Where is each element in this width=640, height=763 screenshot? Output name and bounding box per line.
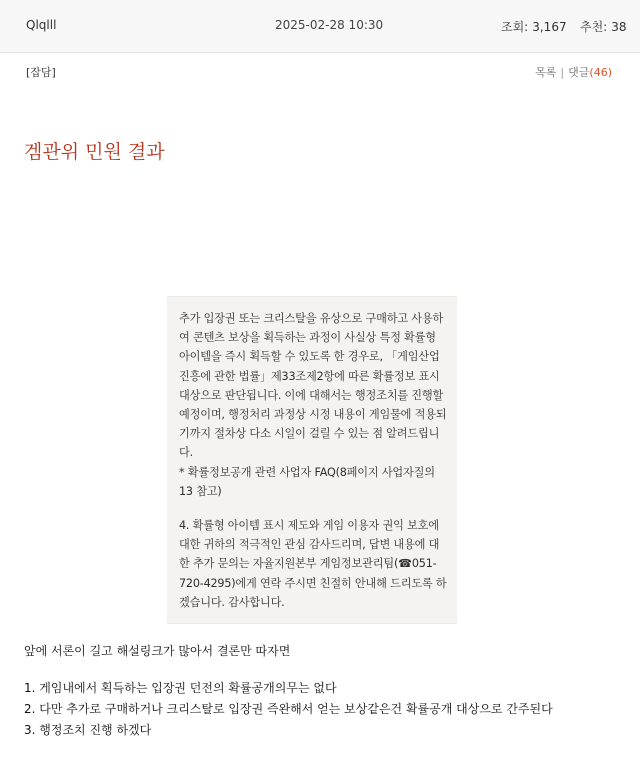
- list-link[interactable]: 목록: [535, 66, 557, 79]
- view-count: [501, 18, 567, 35]
- quote-paragraph-2: 4. 확률형 아이템 표시 제도와 게임 이용자 권익 보호에 대한 귀하의 적극적인 관심 감사드리며, 답변 내용에 대한 추가 문의는 자율지원본부 게임정보관리팀(☎051-720-4295)에게 연락 주시면 친절히 안내해 드리도록 하겠습니다. 감사합니다.: [179, 519, 447, 609]
- list-item: 3. 행정조치 진행 하겠다: [24, 723, 152, 737]
- comments-count[interactable]: (46): [589, 66, 612, 79]
- list-item: 1. 게임내에서 획득하는 입장권 던전의 확률공개의무는 없다: [24, 681, 337, 695]
- recommend-count: [580, 18, 627, 35]
- quote-paragraph-1: 추가 입장권 또는 크리스탈을 유상으로 구매하고 사용하여 콘텐츠 보상을 획득하는 과정이 사실상 특정 확률형 아이템을 즉시 획득할 수 있도록 한 경우로, 「게임산업진흥에 관한 법률」제33조제2항에 따른 확률정보 표시 대상으로 판단됩니다. 이에 대해서는 행정조치를 진행할 예정이며, 행정처리 과정상 시정 내용이 게임물에 적용되기까지 절차상 다소 시일이 걸릴 수 있는 점 알려드립니다. * 확률정보공개 관련 사업자 FAQ(8페이지 사업자질의13 참고): [179, 312, 447, 498]
- view-count-value: 3,167: [532, 20, 567, 34]
- post-category[interactable]: [잡담]: [26, 66, 56, 79]
- recommend-count-value: 38: [611, 20, 627, 34]
- comments-link[interactable]: [568, 66, 612, 79]
- post-body-lead: 앞에 서론이 길고 해설링크가 많아서 결론만 따자면: [24, 644, 291, 658]
- quoted-response-image: [167, 296, 457, 624]
- comments-label[interactable]: 댓글: [568, 66, 590, 79]
- post-body: [24, 642, 624, 744]
- link-separator: |: [560, 66, 565, 79]
- post-header-bar: [0, 0, 640, 53]
- view-count-label: 조회:: [501, 20, 529, 34]
- post-datetime: 2025-02-28 10:30: [275, 18, 384, 32]
- post-links: [535, 64, 612, 80]
- recommend-count-label: 추천:: [580, 20, 608, 34]
- post-title: 겜관위 민원 결과: [24, 141, 165, 163]
- author-name[interactable]: Qlqlll: [26, 18, 57, 32]
- list-item: 2. 다만 추가로 구매하거나 크리스탈로 입장권 즉완해서 얻는 보상같은건 확률공개 대상으로 간주된다: [24, 702, 553, 716]
